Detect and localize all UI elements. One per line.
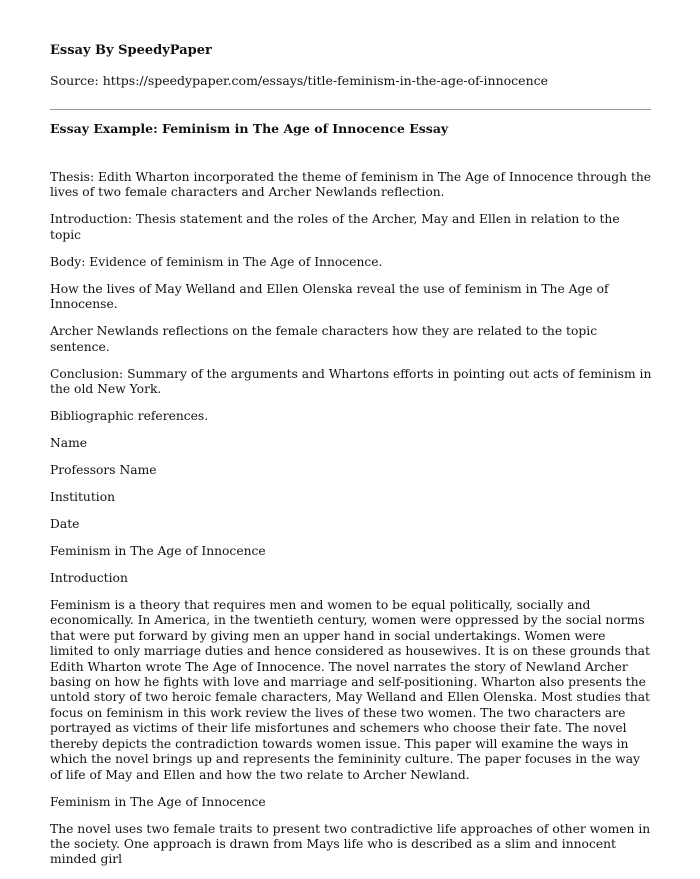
outline-point-reflections: Archer Newlands reflections on the female characters how they are related to the topic sentence. [50, 324, 598, 354]
body-paragraph: The novel uses two female traits to present two contradictive life approaches of other women in the society. One approach is drawn from Mays life who is described as a slim and innocent minded girl [50, 821, 651, 867]
introduction-heading: Introduction [50, 571, 128, 586]
essay-title: Essay Example: Feminism in The Age of Innocence Essay [50, 121, 449, 136]
institution-line: Institution [50, 490, 116, 505]
thesis-paragraph: Thesis: Edith Wharton incorporated the theme of feminism in The Age of Innocence through the lives of two female characters and Archer Newlands reflection. [50, 170, 652, 200]
outline-introduction: Introduction: Thesis statement and the roles of the Archer, May and Ellen in relation to the topic [50, 212, 620, 242]
section-heading: Feminism in The Age of Innocence [50, 794, 266, 809]
date-line: Date [50, 517, 80, 532]
source-line: Source: https://speedypaper.com/essays/title-feminism-in-the-age-of-innocence [50, 73, 549, 88]
name-line: Name [50, 436, 88, 451]
paper-title: Feminism in The Age of Innocence [50, 544, 266, 559]
header-divider [50, 109, 651, 110]
outline-conclusion: Conclusion: Summary of the arguments and Whartons efforts in pointing out acts of feminism in the old New York. [50, 366, 652, 397]
outline-point-lives: How the lives of May Welland and Ellen Olenska reveal the use of feminism in The Age of Innocense. [50, 281, 609, 312]
essay-body [50, 170, 652, 879]
outline-body: Body: Evidence of feminism in The Age of Innocence. [50, 254, 383, 269]
outline-bibliography: Bibliographic references. [50, 409, 209, 424]
document-header-title: Essay By SpeedyPaper [50, 43, 212, 58]
professor-line: Professors Name [50, 463, 157, 478]
introduction-paragraph: Feminism is a theory that requires men and women to be equal politically, socially and economically. In America, in the twentieth century, women were oppressed by the social norms that were put forward by giving men an upper hand in social undertakings. Women were limited to only marriage duties and hence considered as housewives. It is on these grounds that Edith Wharton wrote The Age of Innocence. The novel narrates the story of Newland Archer basing on how he fights with love and marriage and self-positioning. Wharton also presents the untold story of two heroic female characters, May Welland and Ellen Olenska. Most studies that focus on feminism in this work review the lives of these two women. The two characters are portrayed as victims of their life misfortunes and schemers who choose their fate. The novel thereby depicts the contradiction towards women issue. This paper will examine the ways in which the novel brings up and represents the femininity culture. The paper focuses in the way of life of May and Ellen and how the two relate to Archer Newland. [50, 598, 650, 782]
